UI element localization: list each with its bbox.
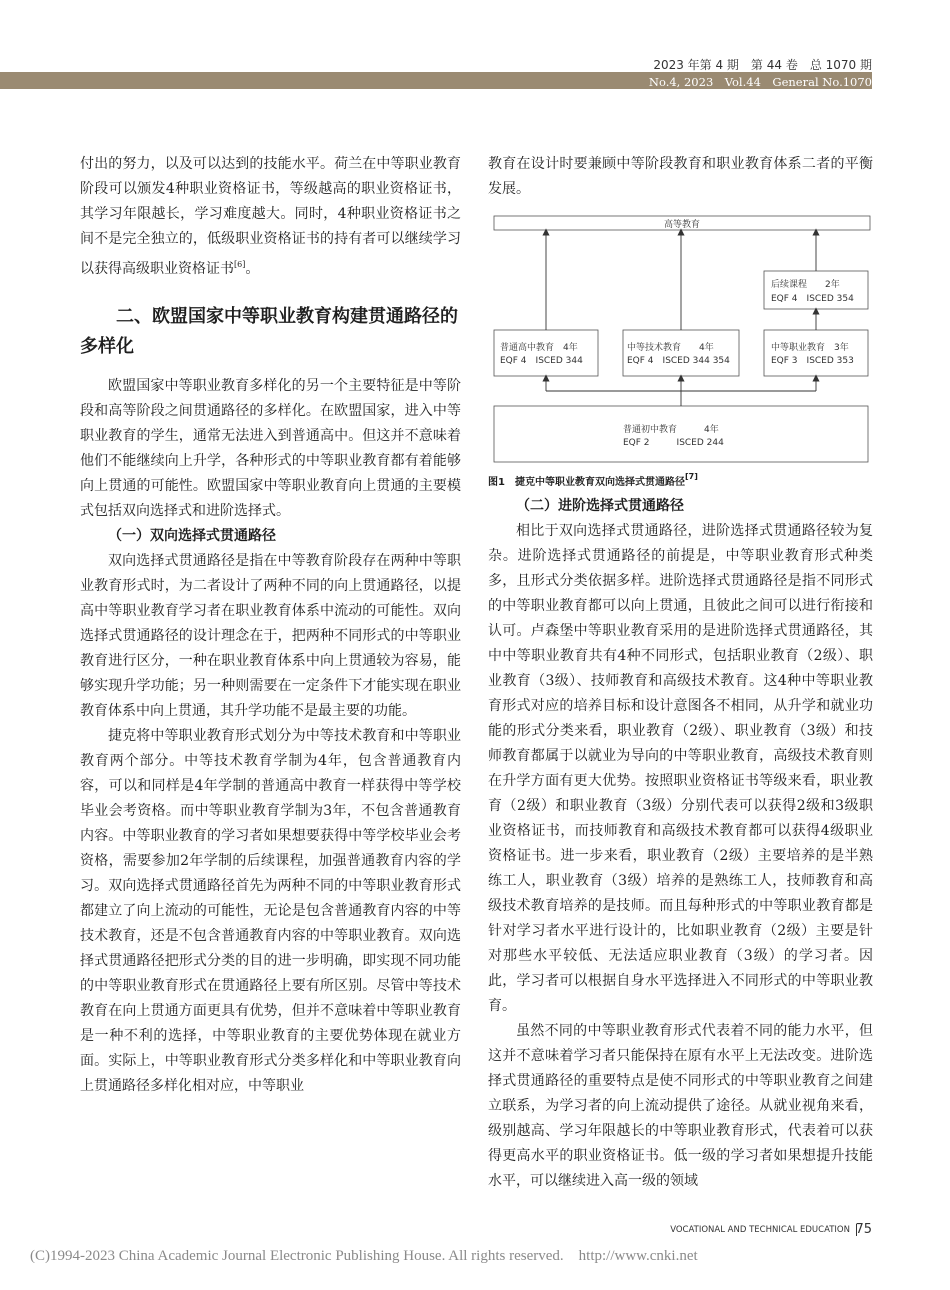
paragraph: 相比于双向选择式贯通路径，进阶选择式贯通路径较为复杂。进阶选择式贯通路径的前提是，中等职业教育形式种类多，且形式分类依据多样。进阶选择式贯通路径是指不同形式的中等职业教育都可以向上贯通，且彼此之间可以进行衔接和认可。卢森堡中等职业教育采用的是进阶选择式贯通路径，其中中等职业教育共有4种不同形式，包括职业教育（2级）、职业教育（3级）、技师教育和高级技术教育。这4种中等职业教育形式对应的培养目标和设计意图各不相同，从升学和就业功能的形式分类来看，职业教育（2级）、职业教育（3级）和技师教育都属于以就业为导向的中等职业教育，高级技术教育则在升学方面有更大优势。按照职业资格证书等级来看，职业教育（2级）和职业教育（3级）分别代表可以获得2级和3级职业资格证书，而技师教育和高级技术教育都可以获得4级职业资格证书。进一步来看，职业教育（2级）主要培养的是半熟练工人，职业教育（3级）培养的是熟练工人，技师教育和高级技术教育培养的是技师。而且每种形式的中等职业教育都是针对学习者水平进行设计的，比如职业教育（2级）主要是针对那些水平较低、无法适应职业教育（3级）的学习者。因此，学习者可以根据自身水平选择进入不同形式的中等职业教育。 <box>488 523 873 1014</box>
copyright-notice: (C)1994-2023 China Academic Journal Electronic Publishing House. All rights reserved. http://www.cnki.net <box>30 1248 698 1264</box>
paragraph <box>80 152 461 282</box>
general-high-line2: EQF 4 ISCED 344 <box>500 356 583 366</box>
voc-line2: EQF 3 ISCED 353 <box>771 356 854 366</box>
diagram-svg <box>488 208 873 468</box>
citation-ref[interactable]: [6] <box>234 260 246 269</box>
citation-ref[interactable]: [7] <box>684 472 698 481</box>
box-secondary-technical <box>623 330 739 376</box>
tech-line1: 中等技术教育 4年 <box>627 343 714 353</box>
paragraph: 虽然不同的中等职业教育形式代表着不同的能力水平，但这并不意味着学习者只能保持在原有水平上无法改变。进阶选择式贯通路径的重要特点是使不同形式的中等职业教育之间建立联系，为学习者的向上流动提供了途径。从就业视角来看，级别越高、学习年限越长的中等职业教育形式，代表着可以获得更高水平的职业资格证书。低一级的学习者如果想提升技能水平，可以继续进入高一级的领域 <box>488 1023 873 1189</box>
box-higher-education-label: 高等教育 <box>663 220 701 230</box>
journal-name: VOCATIONAL AND TECHNICAL EDUCATION <box>670 1225 850 1235</box>
paragraph-text: 付出的努力，以及可以达到的技能水平。荷兰在中等职业教育阶段可以颁发4种职业资格证书，等级越高的职业资格证书，其学习年限越长，学习难度越大。同时，4种职业资格证书之间不是完全独立的，低级职业资格证书的持有者可以继续学习以获得高级职业资格证书 <box>80 156 461 277</box>
voc-line1: 中等职业教育 3年 <box>771 343 849 353</box>
page-number: 75 <box>855 1222 872 1237</box>
box-secondary-vocational <box>764 330 868 376</box>
issue-info-cn: 2023 年第 4 期 第 44 卷 总 1070 期 <box>653 58 872 72</box>
issue-info-en: No.4, 2023 Vol.44 General No.1070 <box>648 75 872 89</box>
figure-caption-text: 图1 捷克中等职业教育双向选择式贯通路径 <box>488 477 685 488</box>
figure-pathway-diagram <box>488 208 873 468</box>
paragraph: 欧盟国家中等职业教育多样化的另一个主要特征是中等阶段和高等阶段之间贯通路径的多样化。在欧盟国家，进入中等职业教育的学生，通常无法进入到普通高中。但这并不意味着他们不能继续向上升学，各种形式的中等职业教育都有着能够向上贯通的可能性。欧盟国家中等职业教育向上贯通的主要模式包括双向选择式和进阶选择式。 <box>80 378 461 519</box>
paragraph: 双向选择式贯通路径是指在中等教育阶段存在两种中等职业教育形式时，为二者设计了两种不同的向上贯通路径，以提高中等职业教育学习者在职业教育体系中流动的可能性。双向选择式贯通路径的设计理念在于，把两种不同形式的中等职业教育进行区分，一种在职业教育体系中向上贯通较为容易，能够实现升学功能；另一种则需要在一定条件下才能实现在职业教育体系中向上贯通，其升学功能不是最主要的功能。 <box>80 553 461 719</box>
paragraph-end: 。 <box>245 261 260 277</box>
lower-line2: EQF 2 ISCED 244 <box>623 438 724 448</box>
subsection-title: （二）进阶选择式贯通路径 <box>516 498 684 514</box>
figure-caption <box>488 472 873 488</box>
paragraph: 捷克将中等职业教育形式划分为中等技术教育和中等职业教育两个部分。中等技术教育学制为4年，包含普通教育内容，可以和同样是4年学制的普通高中教育一样获得中等学校毕业会考资格。而中等职业教育学制为3年，不包含普通教育内容。中等职业教育的学习者如果想要获得中等学校毕业会考资格，需要参加2年学制的后续课程，加强普通教育内容的学习。双向选择式贯通路径首先为两种不同的中等职业教育形式都建立了向上流动的可能性，无论是包含普通教育内容的中等技术教育，还是不包含普通教育内容的中等职业教育。双向选择式贯通路径把形式分类的目的进一步明确，即实现不同功能的中等职业教育形式在贯通路径上要有所区别。尽管中等技术教育在向上贯通方面更具有优势，但并不意味着中等职业教育是一种不利的选择，中等职业教育的主要优势体现在就业方面。实际上，中等职业教育形式分类多样化和中等职业教育向上贯通路径多样化相对应，中等职业 <box>80 728 461 1094</box>
subsection-title: （一）双向选择式贯通路径 <box>108 528 276 544</box>
follow-line1: 后续课程 2年 <box>771 280 840 290</box>
follow-line2: EQF 4 ISCED 354 <box>771 294 854 304</box>
paragraph: 教育在设计时要兼顾中等阶段教育和职业教育体系二者的平衡发展。 <box>488 156 873 197</box>
lower-line1: 普通初中教育 4年 <box>623 425 719 435</box>
section-title: 二、欧盟国家中等职业教育构建贯通路径的多样化 <box>80 306 458 357</box>
right-column <box>488 152 873 1194</box>
left-column <box>80 152 461 1099</box>
general-high-line1: 普通高中教育 4年 <box>500 343 578 353</box>
tech-line2: EQF 4 ISCED 344 354 <box>627 356 730 366</box>
box-general-high-school <box>494 330 598 376</box>
